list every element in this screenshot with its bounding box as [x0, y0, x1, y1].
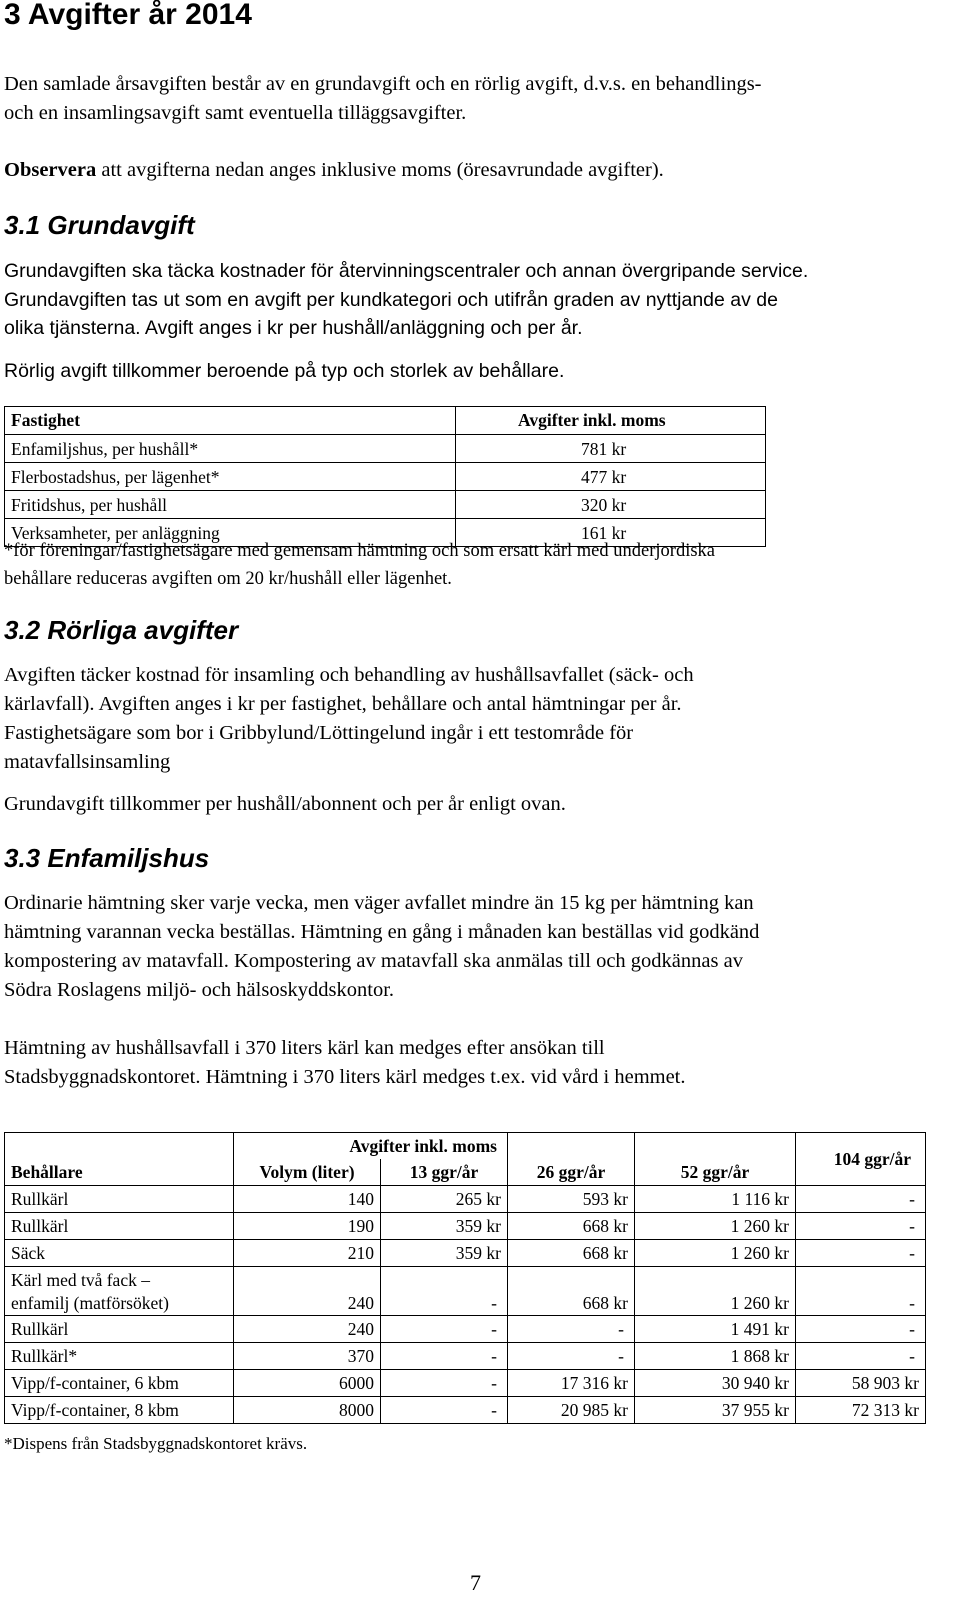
container-header-volume: Volym (liter): [234, 1159, 381, 1186]
container-f26: 593 kr: [508, 1186, 635, 1213]
table-row: [5, 491, 766, 519]
fee-footnote-line-1: *för föreningar/fastighetsägare med gemensam hämtning och som ersatt kärl med underjordiska: [4, 541, 715, 561]
table-row: [5, 1186, 926, 1213]
container-name: Vipp/f-container, 8 kbm: [5, 1397, 234, 1424]
container-fee-table: [4, 1132, 926, 1424]
container-header-name: Behållare: [5, 1159, 234, 1186]
container-footnote: *Dispens från Stadsbyggnadskontoret krävs.: [4, 1434, 308, 1453]
container-volume: 190: [234, 1213, 381, 1240]
section-3-2-title: 3.2 Rörliga avgifter: [4, 615, 239, 645]
fee-table-header: [5, 407, 766, 435]
container-f26: -: [508, 1343, 635, 1370]
container-f52: 1 260 kr: [635, 1240, 796, 1267]
container-name: Säck: [5, 1240, 234, 1267]
container-name-line-2: enfamilj (matförsöket): [11, 1293, 169, 1313]
container-f52: 37 955 kr: [635, 1397, 796, 1424]
rorlig-line-1: Avgiften täcker kostnad för insamling och behandling av hushållsavfallet (säck- och: [4, 664, 694, 686]
enfamilj-p1-line-4: Södra Roslagens miljö- och hälsoskyddskontor.: [4, 979, 395, 1001]
superheader-empty-3: [635, 1133, 796, 1160]
container-f26: -: [508, 1316, 635, 1343]
container-f104: -: [796, 1316, 926, 1343]
container-f104: -: [796, 1213, 926, 1240]
fee-header-property: Fastighet: [5, 407, 456, 435]
container-volume: 240: [234, 1316, 381, 1343]
container-name: Vipp/f-container, 6 kbm: [5, 1370, 234, 1397]
container-f104: 58 903 kr: [796, 1370, 926, 1397]
container-volume: 210: [234, 1240, 381, 1267]
container-f26: 668 kr: [508, 1213, 635, 1240]
section-3-1-title: 3.1 Grundavgift: [4, 210, 195, 240]
container-f13: 359 kr: [381, 1240, 508, 1267]
container-name: Rullkärl: [5, 1213, 234, 1240]
fee-header-amount: Avgifter inkl. moms: [456, 407, 766, 435]
page-number: 7: [470, 1570, 481, 1595]
container-f13: -: [381, 1370, 508, 1397]
fee-property: Verksamheter, per anläggning: [5, 519, 456, 547]
container-table-header: [5, 1159, 926, 1186]
rorlig-line-2: kärlavfall). Avgiften anges i kr per fastighet, behållare och antal hämtningar per år.: [4, 693, 682, 715]
table-row: [5, 1316, 926, 1343]
fee-amount: 161 kr: [456, 519, 766, 547]
container-f13: 265 kr: [381, 1186, 508, 1213]
rorlig-line-4: matavfallsinsamling: [4, 751, 171, 773]
container-f104: -: [796, 1343, 926, 1370]
container-f52: 1 491 kr: [635, 1316, 796, 1343]
container-volume: 6000: [234, 1370, 381, 1397]
enfamilj-p1-line-3: kompostering av matavfall. Kompostering av matavfall ska anmälas till och godkännas av: [4, 950, 743, 972]
fee-table: [4, 406, 766, 547]
container-f13: -: [381, 1343, 508, 1370]
superheader-empty-2: [508, 1133, 635, 1160]
container-f104: -: [796, 1186, 926, 1213]
grund-line-3: olika tjänsterna. Avgift anges i kr per hushåll/anläggning och per år.: [4, 317, 583, 339]
container-name: Rullkärl: [5, 1316, 234, 1343]
enfamilj-p1-line-1: Ordinarie hämtning sker varje vecka, men väger avfallet mindre än 15 kg per hämtning kan: [4, 892, 754, 914]
grund-line-2: Grundavgiften tas ut som en avgift per kundkategori och utifrån graden av nyttjande av de: [4, 289, 778, 311]
fee-amount: 781 kr: [456, 435, 766, 463]
container-f26: 17 316 kr: [508, 1370, 635, 1397]
container-header-f52: 52 ggr/år: [635, 1159, 796, 1186]
container-f26: 668 kr: [508, 1240, 635, 1267]
container-volume: 240: [234, 1267, 381, 1316]
section-3-title: 3 Avgifter år 2014: [4, 0, 252, 31]
enfamilj-p1-line-2: hämtning varannan vecka beställas. Hämtning en gång i månaden kan beställas vid godkänd: [4, 921, 760, 943]
table-row: [5, 1267, 926, 1316]
container-f52: 1 260 kr: [635, 1213, 796, 1240]
grund-line-1: Grundavgiften ska täcka kostnader för återvinningscentraler och annan övergripande service.: [4, 260, 809, 282]
container-f13: -: [381, 1316, 508, 1343]
intro-line-2: och en insamlingsavgift samt eventuella tilläggsavgifter.: [4, 102, 467, 124]
container-f13: -: [381, 1267, 508, 1316]
container-superheader: Avgifter inkl. moms: [234, 1133, 508, 1160]
table-row: [5, 1343, 926, 1370]
container-f104: 72 313 kr: [796, 1397, 926, 1424]
enfamilj-p2-line-1: Hämtning av hushållsavfall i 370 liters kärl kan medges efter ansökan till: [4, 1037, 605, 1059]
rorlig-line-5: Grundavgift tillkommer per hushåll/abonnent och per år enligt ovan.: [4, 793, 566, 815]
fee-property: Fritidshus, per hushåll: [5, 491, 456, 519]
container-name: [5, 1267, 234, 1316]
moms-note-bold: Observera: [4, 159, 97, 181]
container-f13: -: [381, 1397, 508, 1424]
superheader-empty-1: [5, 1133, 234, 1160]
container-name: Rullkärl*: [5, 1343, 234, 1370]
container-f104: -: [796, 1267, 926, 1316]
fee-property: Flerbostadshus, per lägenhet*: [5, 463, 456, 491]
container-table-superheader: [5, 1133, 926, 1160]
container-volume: 140: [234, 1186, 381, 1213]
rorlig-line-3: Fastighetsägare som bor i Gribbylund/Löttingelund ingår i ett testområde för: [4, 722, 634, 744]
moms-note-rest: att avgifterna nedan anges inklusive moms (öresavrundade avgifter).: [96, 159, 664, 181]
table-row: [5, 1370, 926, 1397]
section-3-3-title: 3.3 Enfamiljshus: [4, 843, 210, 873]
container-name-line-1: Kärl med två fack –: [11, 1270, 150, 1290]
table-row: [5, 435, 766, 463]
container-header-f13: 13 ggr/år: [381, 1159, 508, 1186]
container-f104: -: [796, 1240, 926, 1267]
fee-amount: 477 kr: [456, 463, 766, 491]
grund-line-4: Rörlig avgift tillkommer beroende på typ och storlek av behållare.: [4, 360, 565, 382]
container-name: Rullkärl: [5, 1186, 234, 1213]
container-f52: 1 260 kr: [635, 1267, 796, 1316]
container-f13: 359 kr: [381, 1213, 508, 1240]
fee-amount: 320 kr: [456, 491, 766, 519]
table-row: [5, 1213, 926, 1240]
fee-property: Enfamiljshus, per hushåll*: [5, 435, 456, 463]
moms-note: [4, 156, 664, 185]
container-f52: 1 116 kr: [635, 1186, 796, 1213]
container-f52: 30 940 kr: [635, 1370, 796, 1397]
intro-line-1: Den samlade årsavgiften består av en grundavgift och en rörlig avgift, d.v.s. en behandlings-: [4, 73, 762, 95]
container-f26: 20 985 kr: [508, 1397, 635, 1424]
container-f26: 668 kr: [508, 1267, 635, 1316]
table-row: [5, 1397, 926, 1424]
table-row: [5, 463, 766, 491]
container-volume: 370: [234, 1343, 381, 1370]
fee-footnote-line-2: behållare reduceras avgiften om 20 kr/hushåll eller lägenhet.: [4, 569, 452, 589]
container-header-f104: 104 ggr/år: [796, 1133, 926, 1186]
container-f52: 1 868 kr: [635, 1343, 796, 1370]
table-row: [5, 1240, 926, 1267]
container-volume: 8000: [234, 1397, 381, 1424]
enfamilj-p2-line-2: Stadsbyggnadskontoret. Hämtning i 370 liters kärl medges t.ex. vid vård i hemmet.: [4, 1066, 686, 1088]
container-header-f26: 26 ggr/år: [508, 1159, 635, 1186]
